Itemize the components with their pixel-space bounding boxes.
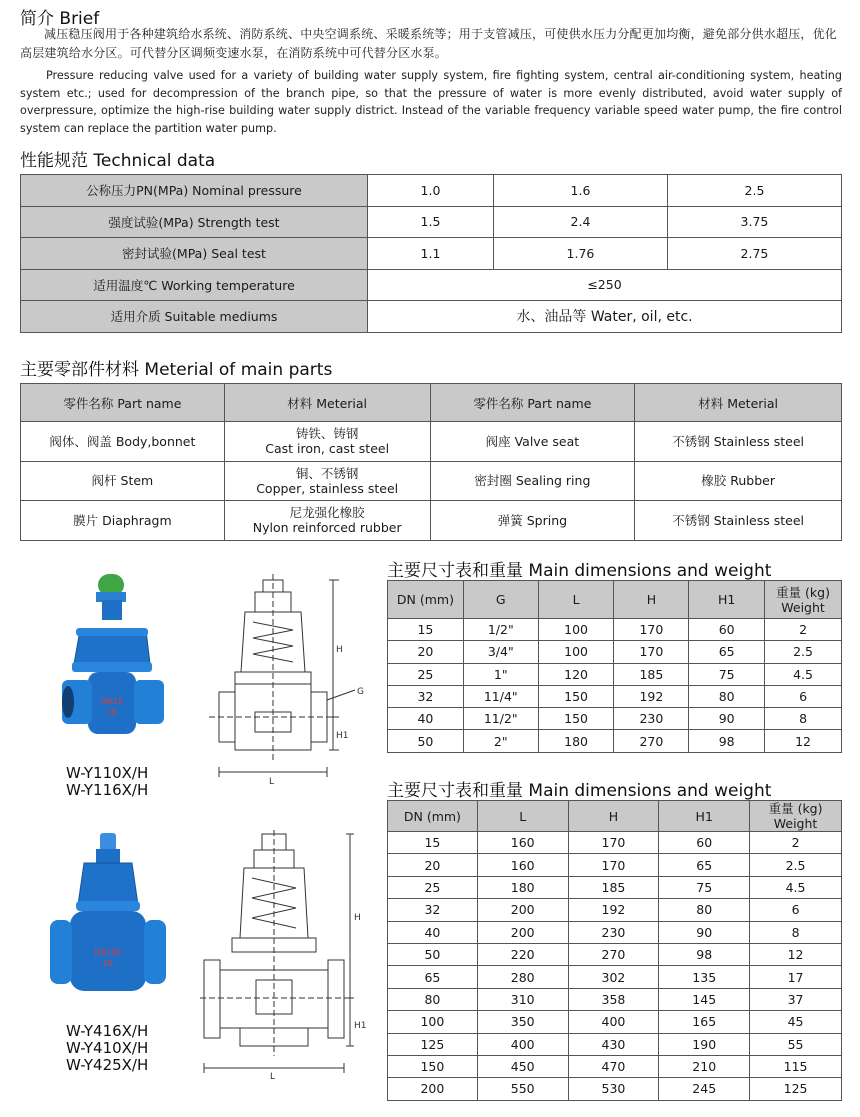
table-cell: 302: [568, 966, 659, 988]
table-row: [388, 988, 842, 1010]
valve-body-text: DN15: [100, 697, 124, 706]
table-cell: 11/4": [463, 685, 538, 707]
material-en: Nylon reinforced rubber: [252, 520, 402, 536]
material-en: Cast iron, cast steel: [265, 441, 390, 457]
table-cell: 100: [538, 619, 614, 641]
table-cell: 11/2": [463, 708, 538, 730]
table-cell: 12: [765, 730, 842, 752]
table-header-row: [388, 801, 842, 832]
table-row: [388, 1055, 842, 1077]
table-cell: 20: [388, 854, 478, 876]
parts-table: [20, 383, 842, 541]
column-header: H: [614, 581, 689, 619]
material-cell: [224, 422, 430, 462]
model-name: W-Y410X/H: [66, 1039, 149, 1057]
column-header: H1: [689, 581, 765, 619]
table-row: [388, 708, 842, 730]
table-cell: 32: [388, 899, 478, 921]
valve-drawing-threaded: [205, 572, 375, 792]
table-cell: 400: [568, 1011, 659, 1033]
table-cell: 170: [614, 619, 689, 641]
value-cell: 1.0: [368, 175, 494, 207]
table-cell: 220: [477, 943, 568, 965]
table-cell: 60: [659, 832, 750, 854]
part-name: 阀体、阀盖 Body,bonnet: [21, 422, 225, 462]
table-row: [388, 1078, 842, 1100]
weight-cn: 重量 (kg): [768, 801, 823, 816]
table-cell: 350: [477, 1011, 568, 1033]
table-cell: 40: [388, 708, 464, 730]
table-cell: 160: [477, 832, 568, 854]
model-label-2: [66, 1023, 148, 1074]
table-row: [21, 301, 842, 333]
table-cell: 8: [750, 921, 842, 943]
table-cell: 192: [568, 899, 659, 921]
table-cell: 80: [659, 899, 750, 921]
value-cell: 水、油品等 Water, oil, etc.: [368, 301, 842, 333]
brief-en-text: Pressure reducing valve used for a variety of building water supply system, fire fighting system, central air-conditioning system, heating system etc.; used for decompression of the branch pipe, so that the pressure of water is more evenly distributed, avoid water supply of overpressure, optimize the high-rise building water supply district. Instead of the variable frequency variable speed water pump, the fire control system can replace the partition water pump.: [20, 69, 842, 135]
material-cn: 铜、不锈钢: [295, 465, 359, 481]
table-cell: 150: [388, 1055, 478, 1077]
table-cell: 185: [568, 876, 659, 898]
table-cell: 40: [388, 921, 478, 943]
table-cell: 37: [750, 988, 842, 1010]
value-cell: 1.76: [493, 238, 667, 270]
table-cell: 80: [689, 685, 765, 707]
table-cell: 80: [388, 988, 478, 1010]
column-header: L: [477, 801, 568, 832]
table-cell: 185: [614, 663, 689, 685]
table-header-row: [388, 581, 842, 619]
table-cell: 180: [538, 730, 614, 752]
valve-photo-flanged: [48, 825, 168, 1005]
valve-body-text-2: 16: [102, 959, 114, 968]
dim-label-h1: H1: [336, 731, 349, 741]
part-name: 阀杆 Stem: [21, 461, 225, 501]
table-cell: 4.5: [750, 876, 842, 898]
table-cell: 2.5: [765, 641, 842, 663]
table-cell: 25: [388, 663, 464, 685]
table-cell: 200: [388, 1078, 478, 1100]
table-cell: 270: [568, 943, 659, 965]
valve-body-text-2: 16: [106, 708, 118, 717]
parts-heading: 主要零部件材料 Meterial of main parts: [20, 360, 333, 380]
column-header: 零件名称 Part name: [430, 384, 635, 422]
table-cell: 50: [388, 943, 478, 965]
value-cell: 2.5: [667, 175, 841, 207]
table-cell: 2: [750, 832, 842, 854]
column-header-weight: [750, 801, 842, 832]
model-name: W-Y110X/H: [66, 764, 149, 782]
value-cell: 2.4: [493, 206, 667, 238]
part-name: 阀座 Valve seat: [430, 422, 635, 462]
weight-en: Weight: [781, 599, 825, 615]
table-row: [388, 730, 842, 752]
table-cell: 550: [477, 1078, 568, 1100]
table-row: [21, 461, 842, 501]
table-row: [21, 175, 842, 207]
brief-cn-text: 减压稳压阀用于各种建筑给水系统、消防系统、中央空调系统、采暖系统等；用于支管减压，可使供水压力分配更加均衡，避免部分供水超压，优化高层建筑给水分区。可代替分区调频变速水泵，在消防系统中可代替分区水泵。: [20, 27, 838, 60]
table-cell: 150: [538, 708, 614, 730]
table-row: [388, 663, 842, 685]
material-cell: [224, 501, 430, 541]
table-cell: 8: [765, 708, 842, 730]
table-row: [21, 269, 842, 301]
technical-data-table: [20, 174, 842, 333]
part-name: 密封圈 Sealing ring: [430, 461, 635, 501]
table-cell: 160: [477, 854, 568, 876]
material-cn: 铸铁、铸钢: [295, 426, 359, 442]
table-cell: 2": [463, 730, 538, 752]
table-cell: 75: [689, 663, 765, 685]
value-cell: 3.75: [667, 206, 841, 238]
table-cell: 100: [538, 641, 614, 663]
dim-label-g: G: [357, 687, 364, 697]
table-header-row: [21, 384, 842, 422]
table-row: [388, 966, 842, 988]
table-cell: 200: [477, 899, 568, 921]
material-cell: 橡胶 Rubber: [635, 461, 842, 501]
table-cell: 150: [538, 685, 614, 707]
table-cell: 192: [614, 685, 689, 707]
table-cell: 1": [463, 663, 538, 685]
column-header: G: [463, 581, 538, 619]
table-cell: 98: [689, 730, 765, 752]
table-cell: 65: [659, 854, 750, 876]
table-cell: 32: [388, 685, 464, 707]
column-header-weight: [765, 581, 842, 619]
table-row: [21, 238, 842, 270]
table-cell: 65: [388, 966, 478, 988]
row-label: 适用介质 Suitable mediums: [21, 301, 368, 333]
material-cell: 不锈钢 Stainless steel: [635, 422, 842, 462]
table-row: [388, 876, 842, 898]
column-header: 材料 Meterial: [635, 384, 842, 422]
table-row: [388, 641, 842, 663]
table-cell: 25: [388, 876, 478, 898]
table-cell: 12: [750, 943, 842, 965]
table-cell: 20: [388, 641, 464, 663]
model-name: W-Y116X/H: [66, 781, 149, 799]
table-cell: 4.5: [765, 663, 842, 685]
table-cell: 6: [750, 899, 842, 921]
model-name: W-Y416X/H: [66, 1022, 149, 1040]
table-cell: 245: [659, 1078, 750, 1100]
dim-label-h: H: [336, 645, 343, 655]
valve-body-text: DN100: [94, 948, 122, 957]
table-cell: 100: [388, 1011, 478, 1033]
table-cell: 15: [388, 619, 464, 641]
table-cell: 165: [659, 1011, 750, 1033]
table-cell: 125: [750, 1078, 842, 1100]
table-row: [21, 501, 842, 541]
table-cell: 6: [765, 685, 842, 707]
table-row: [388, 854, 842, 876]
table-cell: 3/4": [463, 641, 538, 663]
column-header: DN (mm): [388, 581, 464, 619]
part-name: 膜片 Diaphragm: [21, 501, 225, 541]
material-cell: [224, 461, 430, 501]
technical-heading: 性能规范 Technical data: [20, 151, 216, 171]
dim-label-h: H: [354, 913, 361, 923]
table-row: [21, 422, 842, 462]
table-row: [388, 943, 842, 965]
table-cell: 75: [659, 876, 750, 898]
column-header: 材料 Meterial: [224, 384, 430, 422]
table-cell: 65: [689, 641, 765, 663]
table-row: [388, 1033, 842, 1055]
material-cell: 不锈钢 Stainless steel: [635, 501, 842, 541]
table-cell: 45: [750, 1011, 842, 1033]
table-cell: 120: [538, 663, 614, 685]
table-cell: 135: [659, 966, 750, 988]
value-cell: ≤250: [368, 269, 842, 301]
table-cell: 530: [568, 1078, 659, 1100]
model-label-1: [66, 765, 148, 799]
model-name: W-Y425X/H: [66, 1056, 149, 1074]
table-cell: 200: [477, 921, 568, 943]
table-cell: 55: [750, 1033, 842, 1055]
dimensions-table-1-body: [388, 619, 842, 753]
table-row: [388, 1011, 842, 1033]
material-cn: 尼龙强化橡胶: [289, 505, 365, 521]
column-header: DN (mm): [388, 801, 478, 832]
row-label: 强度试验(MPa) Strength test: [21, 206, 368, 238]
dim-label-l: L: [269, 777, 275, 787]
table-cell: 90: [689, 708, 765, 730]
table-cell: 2.5: [750, 854, 842, 876]
part-name: 弹簧 Spring: [430, 501, 635, 541]
table-cell: 17: [750, 966, 842, 988]
material-en: Copper, stainless steel: [256, 480, 399, 496]
row-label: 适用温度℃ Working temperature: [21, 269, 368, 301]
table-cell: 400: [477, 1033, 568, 1055]
dim-label-h1: H1: [354, 1021, 367, 1031]
valve-drawing-flanged: [200, 830, 370, 1080]
table-row: [388, 832, 842, 854]
table-cell: 230: [568, 921, 659, 943]
table-cell: 145: [659, 988, 750, 1010]
valve-photo-threaded: [58, 572, 168, 752]
table-row: [388, 921, 842, 943]
table-cell: 280: [477, 966, 568, 988]
table-cell: 98: [659, 943, 750, 965]
table-cell: 470: [568, 1055, 659, 1077]
table-cell: 2: [765, 619, 842, 641]
value-cell: 1.1: [368, 238, 494, 270]
table-cell: 1/2": [463, 619, 538, 641]
dims2-heading: 主要尺寸表和重量 Main dimensions and weight: [387, 781, 772, 801]
column-header: H1: [659, 801, 750, 832]
table-cell: 60: [689, 619, 765, 641]
row-label: 公称压力PN(MPa) Nominal pressure: [21, 175, 368, 207]
table-cell: 230: [614, 708, 689, 730]
value-cell: 1.6: [493, 175, 667, 207]
table-cell: 210: [659, 1055, 750, 1077]
table-cell: 170: [568, 832, 659, 854]
column-header: L: [538, 581, 614, 619]
dimensions-table-1: [387, 580, 842, 753]
table-cell: 270: [614, 730, 689, 752]
weight-cn: 重量 (kg): [776, 584, 830, 600]
column-header: 零件名称 Part name: [21, 384, 225, 422]
table-row: [388, 899, 842, 921]
table-cell: 180: [477, 876, 568, 898]
table-cell: 310: [477, 988, 568, 1010]
table-cell: 50: [388, 730, 464, 752]
dimensions-table-2-body: [388, 832, 842, 1101]
table-cell: 430: [568, 1033, 659, 1055]
table-cell: 190: [659, 1033, 750, 1055]
table-cell: 15: [388, 832, 478, 854]
dim-label-l: L: [270, 1072, 276, 1080]
dims1-heading: 主要尺寸表和重量 Main dimensions and weight: [387, 561, 772, 581]
table-cell: 170: [614, 641, 689, 663]
table-row: [21, 206, 842, 238]
dimensions-table-2: [387, 800, 842, 1101]
value-cell: 1.5: [368, 206, 494, 238]
table-cell: 115: [750, 1055, 842, 1077]
value-cell: 2.75: [667, 238, 841, 270]
weight-en: Weight: [773, 816, 818, 831]
table-cell: 90: [659, 921, 750, 943]
row-label: 密封试验(MPa) Seal test: [21, 238, 368, 270]
table-cell: 125: [388, 1033, 478, 1055]
table-cell: 450: [477, 1055, 568, 1077]
brief-heading: 简介 Brief: [20, 9, 100, 29]
table-cell: 170: [568, 854, 659, 876]
column-header: H: [568, 801, 659, 832]
table-row: [388, 619, 842, 641]
table-cell: 358: [568, 988, 659, 1010]
table-row: [388, 685, 842, 707]
